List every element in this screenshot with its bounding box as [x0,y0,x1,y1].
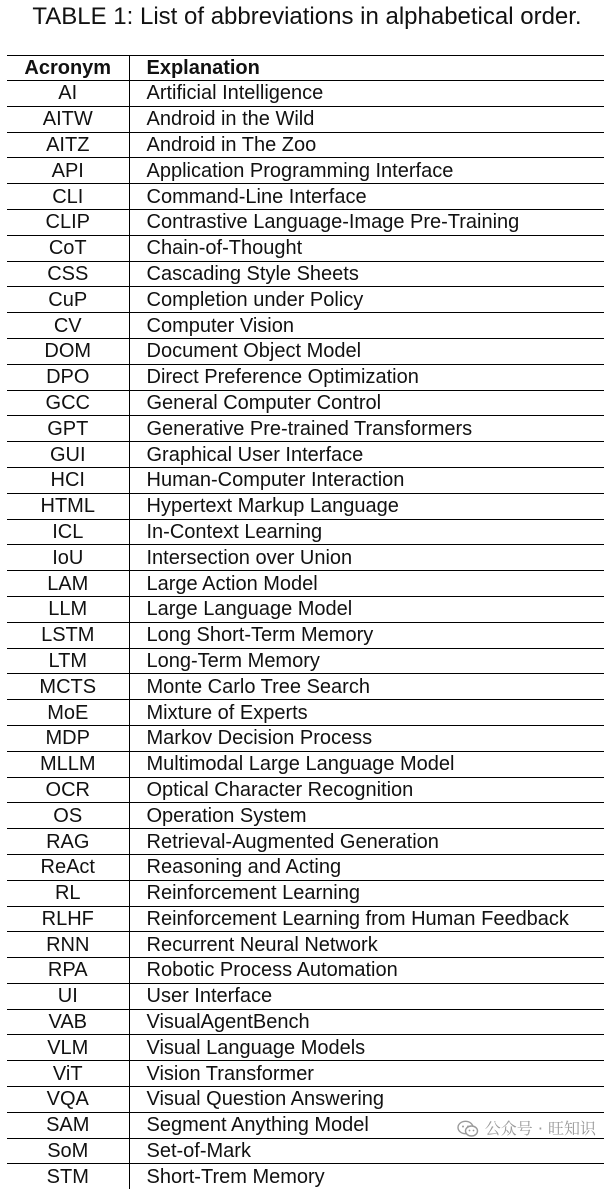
acronym-cell: GCC [7,390,129,416]
acronym-cell: ICL [7,519,129,545]
explanation-cell: Long-Term Memory [129,648,604,674]
acronym-cell: VQA [7,1087,129,1113]
explanation-cell: Reinforcement Learning [129,880,604,906]
explanation-cell: Retrieval-Augmented Generation [129,829,604,855]
table-row [7,364,604,390]
acronym-cell: LTM [7,648,129,674]
acronym-cell: RAG [7,829,129,855]
acronym-cell: CoT [7,235,129,261]
table-row [7,880,604,906]
table-row [7,545,604,571]
table-row [7,287,604,313]
table-row [7,158,604,184]
wechat-icon [457,1120,479,1138]
acronym-cell: MDP [7,725,129,751]
explanation-cell: Markov Decision Process [129,725,604,751]
acronym-cell: MCTS [7,674,129,700]
explanation-cell: Robotic Process Automation [129,958,604,984]
explanation-cell: Visual Language Models [129,1035,604,1061]
acronym-cell: OCR [7,777,129,803]
explanation-cell: Reasoning and Acting [129,854,604,880]
table-row [7,932,604,958]
acronym-cell: CSS [7,261,129,287]
explanation-cell: Large Language Model [129,596,604,622]
table-row [7,1009,604,1035]
acronym-cell: RL [7,880,129,906]
acronym-cell: CLIP [7,209,129,235]
explanation-cell: Optical Character Recognition [129,777,604,803]
acronym-cell: AI [7,81,129,107]
table-row [7,596,604,622]
table-row [7,983,604,1009]
acronym-cell: CLI [7,184,129,210]
acronym-cell: CV [7,313,129,339]
table-row [7,751,604,777]
table-row [7,519,604,545]
table-row [7,803,604,829]
explanation-cell: In-Context Learning [129,519,604,545]
watermark [457,1119,596,1139]
table-row [7,725,604,751]
table-row [7,674,604,700]
table-header [7,56,604,81]
explanation-cell: Short-Trem Memory [129,1164,604,1189]
table-row [7,467,604,493]
explanation-cell: Chain-of-Thought [129,235,604,261]
table-row [7,958,604,984]
table-row [7,1087,604,1113]
acronym-cell: RPA [7,958,129,984]
table-row [7,700,604,726]
acronym-cell: AITZ [7,132,129,158]
acronym-cell: SAM [7,1112,129,1138]
table-row [7,209,604,235]
table-row [7,1061,604,1087]
explanation-cell: Computer Vision [129,313,604,339]
explanation-cell: General Computer Control [129,390,604,416]
explanation-cell: Intersection over Union [129,545,604,571]
acronym-cell: VAB [7,1009,129,1035]
table-row [7,648,604,674]
watermark-text: 公众号 · 旺知识 [485,1119,596,1139]
table-row [7,906,604,932]
acronym-cell: LLM [7,596,129,622]
acronym-cell: IoU [7,545,129,571]
table-row [7,829,604,855]
table-row [7,184,604,210]
header-explanation: Explanation [129,56,604,81]
explanation-cell: Application Programming Interface [129,158,604,184]
table-row [7,622,604,648]
acronym-cell: DPO [7,364,129,390]
explanation-cell: Completion under Policy [129,287,604,313]
table-row [7,416,604,442]
acronym-cell: CuP [7,287,129,313]
acronym-cell: DOM [7,338,129,364]
explanation-cell: Monte Carlo Tree Search [129,674,604,700]
explanation-cell: Command-Line Interface [129,184,604,210]
explanation-cell: Graphical User Interface [129,442,604,468]
acronym-cell: GUI [7,442,129,468]
header-row [7,56,604,81]
acronym-cell: OS [7,803,129,829]
acronym-cell: HCI [7,467,129,493]
table-row [7,442,604,468]
explanation-cell: Long Short-Term Memory [129,622,604,648]
acronym-cell: ViT [7,1061,129,1087]
acronym-cell: SoM [7,1138,129,1164]
explanation-cell: Segment Anything Model [129,1112,604,1138]
explanation-cell: Multimodal Large Language Model [129,751,604,777]
table-caption: TABLE 1: List of abbreviations in alphabetical order. [0,3,614,31]
explanation-cell: Artificial Intelligence [129,81,604,107]
table-row [7,1035,604,1061]
table-row [7,81,604,107]
acronym-cell: LSTM [7,622,129,648]
acronym-cell: API [7,158,129,184]
table-row [7,132,604,158]
table-row [7,235,604,261]
table-row [7,854,604,880]
table-row [7,571,604,597]
table-row [7,261,604,287]
explanation-cell: Generative Pre-trained Transformers [129,416,604,442]
acronym-cell: MoE [7,700,129,726]
table-row [7,313,604,339]
table-row [7,493,604,519]
explanation-cell: Human-Computer Interaction [129,467,604,493]
acronym-cell: ReAct [7,854,129,880]
explanation-cell: Set-of-Mark [129,1138,604,1164]
explanation-cell: Android in The Zoo [129,132,604,158]
explanation-cell: Vision Transformer [129,1061,604,1087]
acronym-cell: RNN [7,932,129,958]
acronym-cell: UI [7,983,129,1009]
acronym-cell: MLLM [7,751,129,777]
acronym-cell: GPT [7,416,129,442]
explanation-cell: Document Object Model [129,338,604,364]
explanation-cell: Recurrent Neural Network [129,932,604,958]
acronym-cell: HTML [7,493,129,519]
explanation-cell: Direct Preference Optimization [129,364,604,390]
explanation-cell: User Interface [129,983,604,1009]
acronym-cell: RLHF [7,906,129,932]
explanation-cell: Contrastive Language-Image Pre-Training [129,209,604,235]
acronym-cell: VLM [7,1035,129,1061]
table-row [7,106,604,132]
explanation-cell: Mixture of Experts [129,700,604,726]
explanation-cell: Hypertext Markup Language [129,493,604,519]
table-row [7,1138,604,1164]
explanation-cell: Reinforcement Learning from Human Feedback [129,906,604,932]
table-body [7,81,604,1189]
abbreviations-table-container [7,55,604,1189]
table-row [7,390,604,416]
table-row [7,1164,604,1189]
explanation-cell: Visual Question Answering [129,1087,604,1113]
explanation-cell: Cascading Style Sheets [129,261,604,287]
acronym-cell: STM [7,1164,129,1189]
explanation-cell: VisualAgentBench [129,1009,604,1035]
abbreviations-table [7,55,604,1189]
acronym-cell: AITW [7,106,129,132]
explanation-cell: Large Action Model [129,571,604,597]
table-row [7,338,604,364]
header-acronym: Acronym [7,56,129,81]
table-row [7,777,604,803]
explanation-cell: Android in the Wild [129,106,604,132]
acronym-cell: LAM [7,571,129,597]
explanation-cell: Operation System [129,803,604,829]
